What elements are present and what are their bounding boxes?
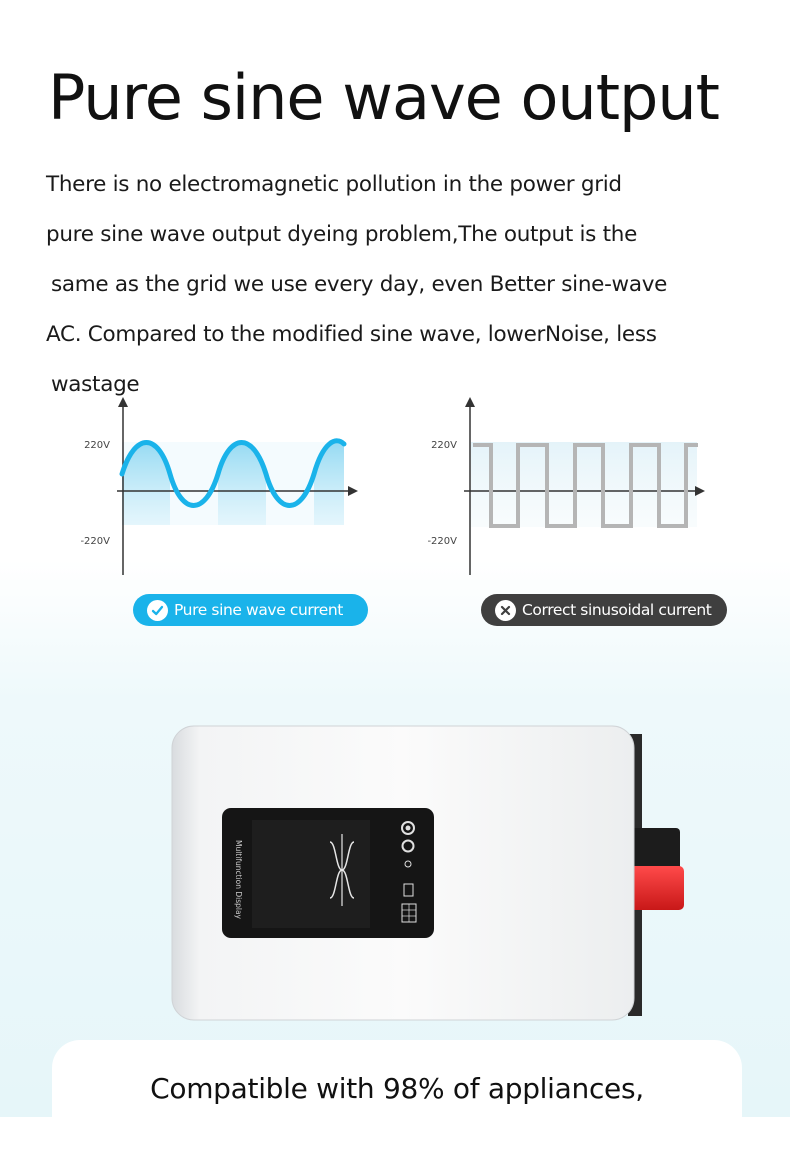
description-line: pure sine wave output dyeing problem,The output is the xyxy=(46,222,637,247)
y-label-220v: 220V xyxy=(84,440,110,451)
display-screen xyxy=(252,820,370,928)
description-line: There is no electromagnetic pollution in the power grid xyxy=(46,172,622,197)
square-wave-background xyxy=(471,442,697,527)
sine-wave-diagram xyxy=(70,392,370,582)
compatibility-text: Compatible with 98% of appliances, xyxy=(150,1072,644,1105)
y-label-minus-220v: -220V xyxy=(80,536,110,547)
y-axis-arrow-icon xyxy=(118,397,128,407)
display-label: Multifunction Display xyxy=(234,840,243,919)
pure-sine-wave-badge xyxy=(133,594,368,626)
description-line: AC. Compared to the modified sine wave, lowerNoise, less xyxy=(46,322,657,347)
pure-sine-wave-label: Pure sine wave current xyxy=(174,601,343,619)
power-button-dot xyxy=(406,826,411,831)
compatibility-card xyxy=(52,1040,742,1150)
correct-sinusoidal-badge xyxy=(481,594,727,626)
x-axis-arrow-icon xyxy=(348,486,358,496)
square-wave-diagram xyxy=(415,392,725,582)
check-icon xyxy=(147,600,168,621)
y-label-minus-220v: -220V xyxy=(427,536,457,547)
page-headline: Pure sine wave output xyxy=(48,61,719,134)
y-axis-arrow-icon xyxy=(465,397,475,407)
description-paragraph xyxy=(46,160,746,410)
inverter-device-image xyxy=(150,712,710,1042)
description-line: wastage xyxy=(51,372,140,397)
description-line: same as the grid we use every day, even Better sine-wave xyxy=(51,272,668,297)
red-terminal xyxy=(630,866,684,910)
y-label-220v: 220V xyxy=(431,440,457,451)
x-axis-arrow-icon xyxy=(695,486,705,496)
correct-sinusoidal-label: Correct sinusoidal current xyxy=(522,601,712,619)
x-icon xyxy=(495,600,516,621)
